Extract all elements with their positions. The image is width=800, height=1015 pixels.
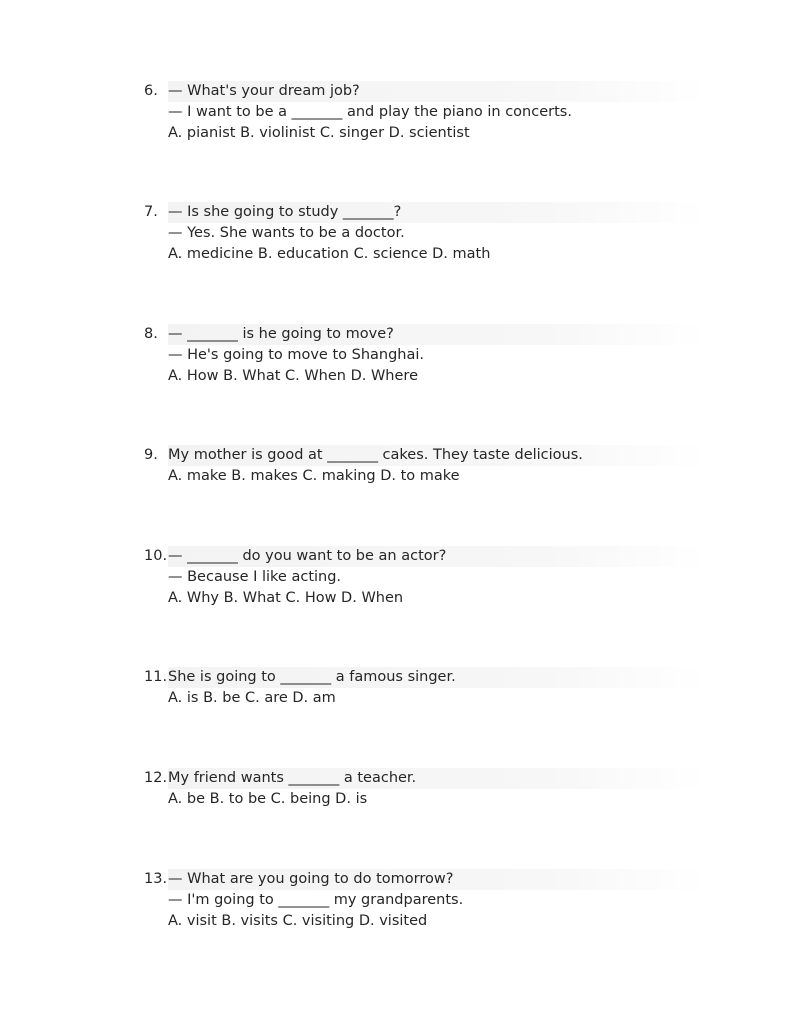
question-body xyxy=(168,202,708,265)
answer-options: A. make B. makes C. making D. to make xyxy=(168,468,460,484)
question-body xyxy=(168,667,708,709)
question-body xyxy=(168,324,708,387)
question-number: 12. xyxy=(144,770,168,786)
answer-options: A. pianist B. violinist C. singer D. scientist xyxy=(168,125,470,141)
question-number: 6. xyxy=(144,83,158,99)
answer-options: A. is B. be C. are D. am xyxy=(168,690,336,706)
question-body xyxy=(168,81,708,144)
question-body xyxy=(168,546,708,609)
question-response: — Because I like acting. xyxy=(168,569,342,585)
answer-options: A. be B. to be C. being D. is xyxy=(168,791,368,807)
answer-options: A. visit B. visits C. visiting D. visited xyxy=(168,913,428,929)
answer-options: A. Why B. What C. How D. When xyxy=(168,590,404,606)
question-response: — I'm going to _______ my grandparents. xyxy=(168,892,464,908)
question-response: — He's going to move to Shanghai. xyxy=(168,347,425,363)
question-prompt: — _______ do you want to be an actor? xyxy=(168,546,708,567)
answer-options: A. medicine B. education C. science D. math xyxy=(168,246,491,262)
question-number: 11. xyxy=(144,669,168,685)
question-prompt: She is going to _______ a famous singer. xyxy=(168,667,708,688)
question-prompt: — What are you going to do tomorrow? xyxy=(168,869,708,890)
question-prompt: My mother is good at _______ cakes. They taste delicious. xyxy=(168,445,708,466)
question-number: 7. xyxy=(144,204,158,220)
question-prompt: — Is she going to study _______? xyxy=(168,202,708,223)
question-body xyxy=(168,869,708,932)
question-response: — I want to be a _______ and play the piano in concerts. xyxy=(168,104,572,120)
question-body xyxy=(168,768,708,810)
question-response: — Yes. She wants to be a doctor. xyxy=(168,225,405,241)
question-prompt: — _______ is he going to move? xyxy=(168,324,708,345)
answer-options: A. How B. What C. When D. Where xyxy=(168,368,418,384)
question-number: 13. xyxy=(144,871,168,887)
question-body xyxy=(168,445,708,487)
question-number: 9. xyxy=(144,447,158,463)
question-number: 10. xyxy=(144,548,168,564)
question-number: 8. xyxy=(144,326,158,342)
question-prompt: — What's your dream job? xyxy=(168,81,708,102)
question-prompt: My friend wants _______ a teacher. xyxy=(168,768,708,789)
